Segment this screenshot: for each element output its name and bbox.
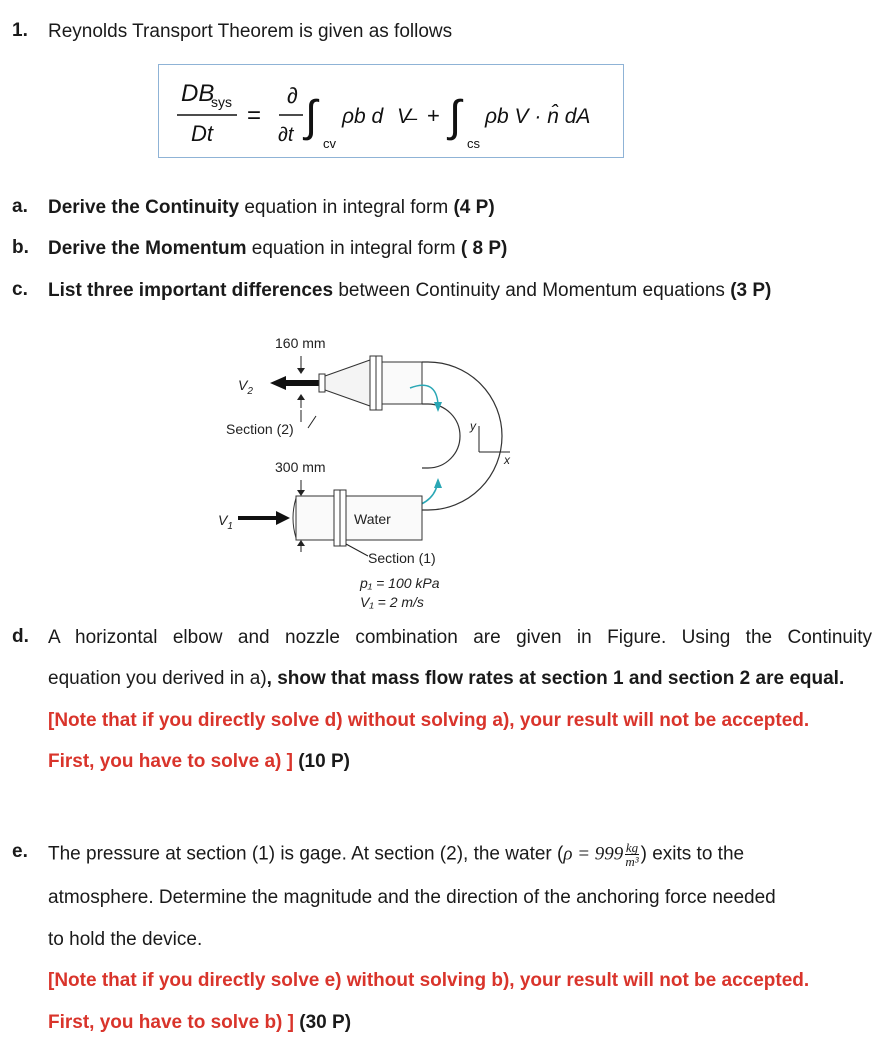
axis-y-label: y [470, 419, 476, 433]
eq-partial-num: ∂ [287, 83, 298, 108]
eq-plus: + [427, 103, 440, 128]
question-title: Reynolds Transport Theorem is given as follows [48, 21, 453, 42]
item-a-letter: a. [12, 196, 28, 217]
d1-label: 300 mm [275, 459, 326, 475]
item-b-letter: b. [12, 237, 29, 258]
rtt-equation-box [158, 64, 624, 158]
water-label: Water [354, 511, 391, 527]
item-c-letter: c. [12, 279, 28, 300]
eq-cv: cv [323, 136, 336, 151]
eq-volume: V̶ [397, 105, 412, 128]
item-e-letter: e. [12, 841, 28, 862]
item-d-line2: equation you derived in a), show that mass flow rates at section 1 and section 2 are equal. [48, 668, 845, 689]
item-e-note1: [Note that if you directly solve e) without solving b), your result will not be accepted. [48, 970, 810, 991]
eq-partial-den: ∂t [278, 124, 294, 146]
item-d-letter: d. [12, 626, 29, 647]
eq-lhs-den: Dt [191, 121, 213, 146]
item-d-line1: A horizontal elbow and nozzle combination are given in Figure. Using the Continuity [48, 627, 872, 648]
elbow-nozzle-figure [200, 330, 540, 620]
question-number: 1. [12, 20, 28, 41]
item-e-line3: to hold the device. [48, 929, 203, 950]
item-e-line1: The pressure at section (1) is gage. At section (2), the water (ρ = 999 $\frac{kg}{\text{m³}}$ ) exits to the [48, 840, 745, 869]
item-d-note2: First, you have to solve a) ] (10 P) [48, 751, 350, 772]
eq-integral-2: ∫ [449, 92, 462, 141]
eq-lhs-sub: sys [211, 94, 232, 110]
axis-x-label: x [504, 453, 510, 467]
v2-label: $V_2$ [238, 377, 253, 397]
eq-lhs-num: DB [181, 80, 215, 107]
unit-num: kg [625, 840, 639, 855]
eq-equals: = [247, 102, 262, 129]
eq-cs: cs [467, 136, 480, 151]
item-c: List three important differences between Continuity and Momentum equations (3 P) [48, 280, 772, 301]
item-e-note2: First, you have to solve b) ] (30 P) [48, 1012, 352, 1033]
v1-label: $V_1$ [218, 512, 233, 532]
section2-label: Section (2) [226, 421, 294, 437]
item-b: Derive the Momentum equation in integral form ( 8 P) [48, 238, 508, 259]
item-e-line2: atmosphere. Determine the magnitude and the direction of the anchoring force needed [48, 887, 776, 908]
item-d-note1: [Note that if you directly solve d) without solving a), your result will not be accepted. [48, 710, 810, 731]
section1-label: Section (1) [368, 550, 436, 566]
rtt-equation [159, 65, 625, 159]
d2-label: 160 mm [275, 335, 326, 351]
unit-den: m³ [625, 854, 639, 869]
item-a: Derive the Continuity equation in integral form (4 P) [48, 197, 495, 218]
eq-integrand-1: ρb d [342, 105, 384, 128]
eq-integral-1: ∫ [305, 92, 318, 141]
p1-label: p₁ = 100 kPa [360, 575, 440, 591]
v1-value-label: V₁ = 2 m/s [360, 594, 424, 610]
eq-integrand-2: ρb V · n̂ dA [485, 105, 591, 128]
